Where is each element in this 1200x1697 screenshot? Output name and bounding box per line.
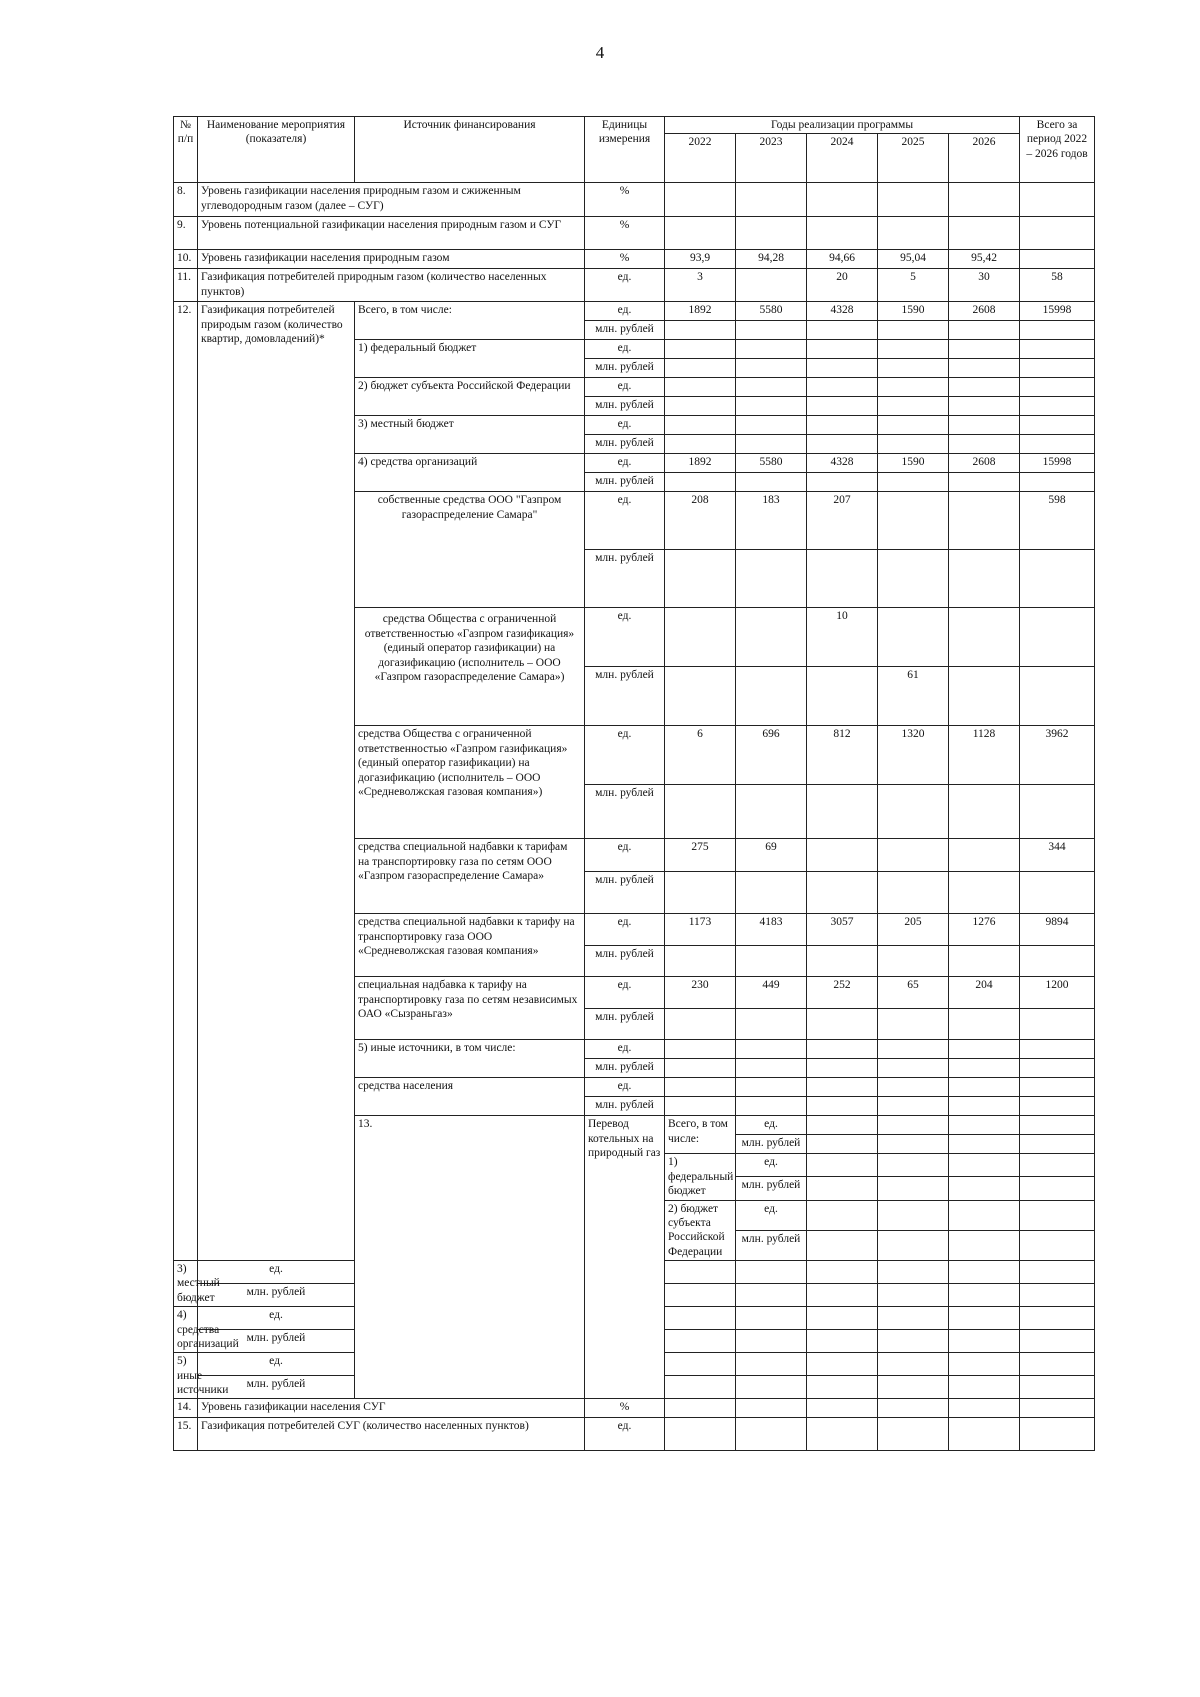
value-cell: 208 — [665, 492, 736, 550]
table-row — [174, 183, 1095, 217]
source-label: 2) бюджет субъекта Российской Федерации — [355, 378, 585, 416]
unit-cell: ед. — [198, 1307, 355, 1330]
unit-cell: млн. рублей — [585, 321, 665, 340]
unit-cell: ед. — [736, 1116, 807, 1135]
value-cell: 94,66 — [807, 250, 878, 269]
unit-cell: млн. рублей — [585, 435, 665, 454]
total-cell: 344 — [1020, 839, 1095, 872]
header-year: 2023 — [736, 134, 807, 183]
source-label: 5) иные источники — [174, 1353, 198, 1399]
header-units: Единицы измерения — [585, 117, 665, 183]
source-label: 3) местный бюджет — [174, 1261, 198, 1307]
value-cell: 30 — [949, 269, 1020, 302]
unit-cell: ед. — [585, 977, 665, 1009]
page-number: 4 — [595, 43, 605, 62]
total-cell: 58 — [1020, 269, 1095, 302]
row-name: Уровень газификации населения природным газом и сжиженным углеводородным газом (далее – СУГ) — [198, 183, 585, 217]
value-cell — [736, 269, 807, 302]
unit-cell: млн. рублей — [585, 1097, 665, 1116]
gasification-program-table — [173, 116, 1095, 1451]
header-year: 2022 — [665, 134, 736, 183]
source-label: Всего, в том числе: — [355, 302, 585, 340]
unit-cell: % — [585, 250, 665, 269]
value-cell: 94,28 — [736, 250, 807, 269]
value-cell: 95,04 — [878, 250, 949, 269]
table-row — [174, 217, 1095, 250]
source-label: 3) местный бюджет — [355, 416, 585, 454]
unit-cell: млн. рублей — [736, 1135, 807, 1154]
source-label: средства Общества с ограниченной ответственностью «Газпром газификация» (единый оператор газификации) на догазификацию (исполнитель – ООО «Средневолжская газовая компания») — [355, 726, 585, 839]
value-cell: 252 — [807, 977, 878, 1009]
row-number: 9. — [174, 217, 198, 250]
source-label: собственные средства ООО "Газпром газораспределение Самара" — [355, 492, 585, 550]
unit-cell: млн. рублей — [585, 946, 665, 977]
total-cell: 1200 — [1020, 977, 1095, 1009]
unit-cell: ед. — [585, 378, 665, 397]
unit-cell: млн. рублей — [585, 473, 665, 492]
unit-cell: ед. — [585, 340, 665, 359]
row-name: Уровень потенциальной газификации населения природным газом и СУГ — [198, 217, 585, 250]
unit-cell: млн. рублей — [585, 1059, 665, 1078]
unit-cell: ед. — [736, 1200, 807, 1230]
value-cell: 93,9 — [665, 250, 736, 269]
unit-cell: млн. рублей — [585, 667, 665, 726]
header-total: Всего за период 2022 – 2026 годов — [1020, 117, 1095, 183]
source-label: специальная надбавка к тарифу на транспортировку газа по сетям независимых ОАО «Сызраньгаз» — [355, 977, 585, 1040]
source-label: средства специальной надбавки к тарифам на транспортировку газа по сетям ООО «Газпром газораспределение Самара» — [355, 839, 585, 914]
source-label: 2) бюджет субъекта Российской Федерации — [665, 1200, 736, 1261]
total-cell: 598 — [1020, 492, 1095, 550]
value-cell: 1128 — [949, 726, 1020, 785]
source-label: 5) иные источники, в том числе: — [355, 1040, 585, 1078]
unit-cell: ед. — [736, 1154, 807, 1177]
row-name: Уровень газификации населения природным газом — [198, 250, 585, 269]
unit-cell: млн. рублей — [198, 1330, 355, 1353]
unit-cell: ед. — [585, 608, 665, 667]
total-cell: 9894 — [1020, 914, 1095, 946]
unit-cell: ед. — [585, 1078, 665, 1097]
value-cell: 10 — [807, 608, 878, 667]
row-number: 14. — [174, 1399, 198, 1418]
total-cell: 15998 — [1020, 302, 1095, 321]
value-cell: 95,42 — [949, 250, 1020, 269]
unit-cell: ед. — [585, 726, 665, 785]
value-cell: 207 — [807, 492, 878, 550]
value-cell: 2608 — [949, 302, 1020, 321]
value-cell: 4328 — [807, 302, 878, 321]
value-cell: 449 — [736, 977, 807, 1009]
value-cell: 1892 — [665, 454, 736, 473]
row-name: Уровень газификации населения СУГ — [198, 1399, 585, 1418]
value-cell: 4183 — [736, 914, 807, 946]
unit-cell: млн. рублей — [585, 872, 665, 914]
source-label: 1) федеральный бюджет — [355, 340, 585, 378]
row-number: 15. — [174, 1418, 198, 1451]
value-cell: 696 — [736, 726, 807, 785]
unit-cell: ед. — [585, 269, 665, 302]
header-source: Источник финансирования — [355, 117, 585, 183]
source-label: средства специальной надбавки к тарифу на транспортировку газа ООО «Средневолжская газовая компания» — [355, 914, 585, 977]
source-label: 4) средства организаций — [355, 454, 585, 492]
unit-cell: % — [585, 217, 665, 250]
row-name: Газификация потребителей СУГ (количество населенных пунктов) — [198, 1418, 585, 1451]
value-cell: 230 — [665, 977, 736, 1009]
source-label: Всего, в том числе: — [665, 1116, 736, 1154]
value-cell: 20 — [807, 269, 878, 302]
source-label: средства населения — [355, 1078, 585, 1116]
value-cell: 5 — [878, 269, 949, 302]
unit-cell: млн. рублей — [198, 1376, 355, 1399]
value-cell: 1320 — [878, 726, 949, 785]
total-cell: 15998 — [1020, 454, 1095, 473]
header-name: Наименование мероприятия (показателя) — [198, 117, 355, 183]
value-cell: 3 — [665, 269, 736, 302]
value-cell: 812 — [807, 726, 878, 785]
value-cell: 5580 — [736, 302, 807, 321]
value-cell: 5580 — [736, 454, 807, 473]
value-cell: 1173 — [665, 914, 736, 946]
unit-cell: ед. — [585, 839, 665, 872]
unit-cell: млн. рублей — [585, 1009, 665, 1040]
unit-cell: млн. рублей — [585, 397, 665, 416]
value-cell: 69 — [736, 839, 807, 872]
unit-cell: млн. рублей — [736, 1230, 807, 1260]
value-cell: 61 — [878, 667, 949, 726]
row-name: Газификация потребителей природым газом (количество квартир, домовладений)* — [198, 302, 355, 1261]
header-year: 2024 — [807, 134, 878, 183]
total-cell: 3962 — [1020, 726, 1095, 785]
header-year: 2026 — [949, 134, 1020, 183]
unit-cell: ед. — [198, 1353, 355, 1376]
table-row — [174, 302, 1095, 321]
value-cell: 1590 — [878, 302, 949, 321]
source-label: 1) федеральный бюджет — [665, 1154, 736, 1200]
unit-cell: % — [585, 183, 665, 217]
row-number: 11. — [174, 269, 198, 302]
table-row — [174, 1399, 1095, 1418]
unit-cell: млн. рублей — [736, 1177, 807, 1200]
value-cell: 1276 — [949, 914, 1020, 946]
source-label: средства Общества с ограниченной ответственностью «Газпром газификация» (единый оператор газификации) на догазификацию (исполнитель – ООО «Газпром газораспределение Самара») — [355, 608, 585, 726]
unit-cell: млн. рублей — [585, 550, 665, 608]
row-number: 12. — [174, 302, 198, 1261]
header-num: № п/п — [174, 117, 198, 183]
value-cell: 183 — [736, 492, 807, 550]
header-years-group: Годы реализации программы — [665, 117, 1020, 134]
table-row — [174, 1418, 1095, 1451]
value-cell: 275 — [665, 839, 736, 872]
unit-cell: млн. рублей — [585, 359, 665, 378]
unit-cell: ед. — [585, 416, 665, 435]
table-row — [174, 269, 1095, 302]
unit-cell: ед. — [585, 454, 665, 473]
unit-cell: ед. — [198, 1261, 355, 1284]
value-cell: 3057 — [807, 914, 878, 946]
unit-cell: ед. — [585, 1040, 665, 1059]
unit-cell: ед. — [585, 914, 665, 946]
header-year: 2025 — [878, 134, 949, 183]
unit-cell: млн. рублей — [585, 785, 665, 839]
unit-cell: ед. — [585, 302, 665, 321]
source-label: 4) средства организаций — [174, 1307, 198, 1353]
value-cell: 4328 — [807, 454, 878, 473]
row-name: Газификация потребителей природным газом (количество населенных пунктов) — [198, 269, 585, 302]
unit-cell: % — [585, 1399, 665, 1418]
row-name: Перевод котельных на природный газ — [585, 1116, 665, 1399]
value-cell: 1892 — [665, 302, 736, 321]
value-cell: 1590 — [878, 454, 949, 473]
row-number: 8. — [174, 183, 198, 217]
row-number: 13. — [355, 1116, 585, 1399]
row-number: 10. — [174, 250, 198, 269]
value-cell: 205 — [878, 914, 949, 946]
value-cell: 6 — [665, 726, 736, 785]
value-cell: 65 — [878, 977, 949, 1009]
table-row — [174, 250, 1095, 269]
unit-cell: ед. — [585, 492, 665, 550]
value-cell: 2608 — [949, 454, 1020, 473]
unit-cell: ед. — [585, 1418, 665, 1451]
unit-cell: млн. рублей — [198, 1284, 355, 1307]
value-cell: 204 — [949, 977, 1020, 1009]
